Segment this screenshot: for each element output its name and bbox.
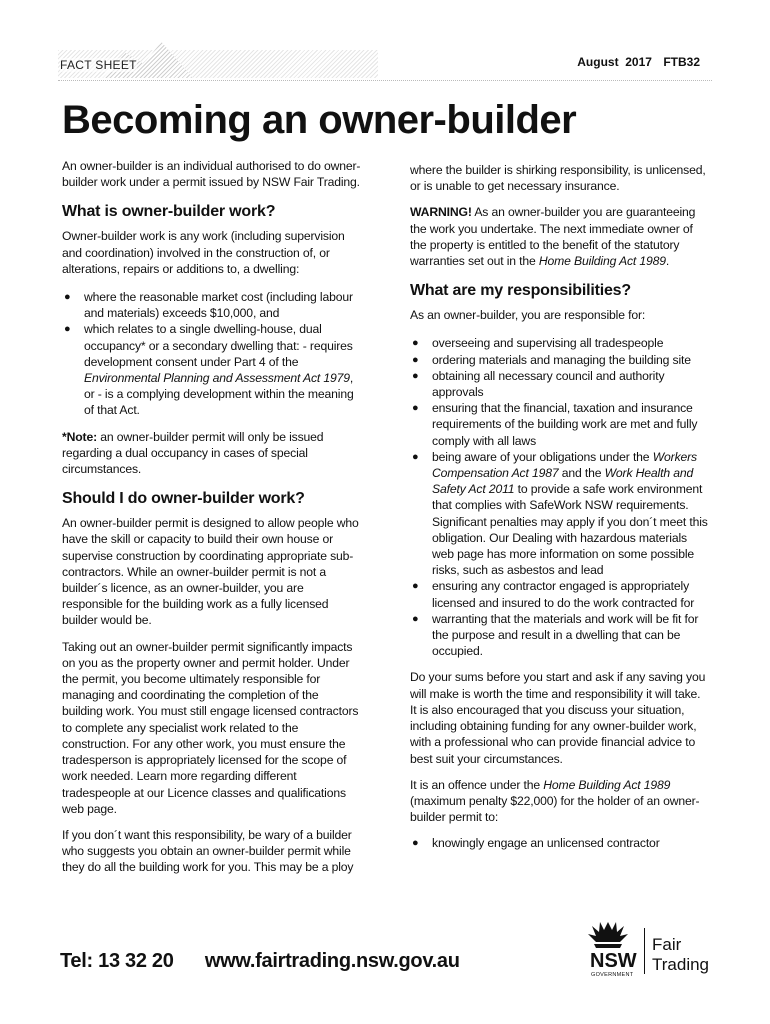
should-paragraph-1: An owner-builder permit is designed to allow people who have the skill or capacity to build their own house or supervise construction by coordinating appropriate sub-contractors. While an owner-builder permit is not a builder´s licence, as an owner-builder, you are responsible for the building work as a fully licensed builder would be. bbox=[62, 516, 359, 628]
nsw-wordmark: NSW bbox=[590, 950, 637, 972]
heading-responsibilities: What are my responsibilities? bbox=[410, 282, 631, 300]
should-paragraph-2: Taking out an owner-builder permit significantly impacts on you as the property owner and permit holder. Under the permit, you become ultimately responsible for managing and coordinating the completion of the building work. You must still engage licensed contractors to complete any specialist work related to the construction. For any other work, you must ensure the tradesperson is appropriately licensed for the scope of work needed. Learn more regarding different tradespeople at our Licence classes and qualifications web page. bbox=[62, 639, 359, 816]
heading-should-i: Should I do owner-builder work? bbox=[62, 490, 305, 508]
offence-list bbox=[410, 835, 710, 851]
list-item: ● being aware of your obligations under the Workers Compensation Act 1987 and the Work Health and Safety Act 2011 to provide a safe work environment that complies with SafeWork NSW requirements. Significant penalties may apply if you don´t meet this obligation. Our Dealing with hazardous materials web page has more information on some possible risks, such as asbestos and lead bbox=[412, 449, 708, 578]
should-paragraph-3: If you don´t want this responsibility, be wary of a builder who suggests you obtain an owner-builder permit while they do all the building work for you. This may be a ploy bbox=[62, 827, 354, 875]
issue-info bbox=[571, 55, 700, 69]
fair-trading-wordmark-trading: Trading bbox=[652, 955, 710, 974]
bullet-icon: ● bbox=[412, 337, 419, 350]
responsibilities-list bbox=[410, 335, 710, 659]
sums-paragraph: Do your sums before you start and ask if any saving you will make is worth the time and responsibility it will take. It is also encouraged that you discuss your situation, including obtaining funding for any owner-builder work, with a professional who can provide financial advice to best suit your circumstances. bbox=[410, 670, 706, 766]
bullet-icon: ● bbox=[412, 837, 419, 850]
bullet-icon: ● bbox=[412, 402, 419, 415]
page-title: Becoming an owner-builder bbox=[62, 98, 577, 142]
work-criteria-list bbox=[62, 289, 362, 419]
website-link[interactable]: www.fairtrading.nsw.gov.au bbox=[204, 950, 460, 972]
offence-paragraph: It is an offence under the Home Building Act 1989 (maximum penalty $22,000) for the holder of an owner-builder permit to: bbox=[410, 777, 700, 825]
government-wordmark: GOVERNMENT bbox=[591, 972, 634, 978]
list-item: ● obtaining all necessary council and authority approvals bbox=[412, 368, 665, 400]
header-rule bbox=[58, 80, 712, 81]
issue-code: FTB32 bbox=[663, 55, 700, 69]
list-item: ● warranting that the materials and work will be fit for the purpose and result in a dwelling that can be occupied. bbox=[412, 611, 699, 659]
act-reference: Work Health and Safety Act 2011 bbox=[432, 466, 694, 497]
list-item: ● overseeing and supervising all tradespeople bbox=[412, 336, 664, 351]
bullet-icon: ● bbox=[412, 580, 419, 593]
issue-date: August 2017 bbox=[577, 55, 652, 69]
responsibilities-intro: As an owner-builder, you are responsible for: bbox=[410, 308, 646, 323]
list-item: ● ordering materials and managing the building site bbox=[412, 352, 691, 367]
list-item: ● knowingly engage an unlicensed contractor bbox=[412, 836, 660, 851]
logo-divider bbox=[644, 928, 645, 974]
intro-paragraph: An owner-builder is an individual authorised to do owner-builder work under a permit issued by NSW Fair Trading. bbox=[62, 159, 361, 190]
right-column bbox=[410, 162, 710, 862]
bullet-icon: ● bbox=[412, 369, 419, 382]
bullet-icon: ● bbox=[64, 291, 71, 304]
footer-contact bbox=[60, 950, 460, 973]
bullet-icon: ● bbox=[64, 323, 71, 336]
left-column bbox=[62, 158, 362, 886]
act-reference: Home Building Act 1989 bbox=[543, 777, 671, 792]
list-item: ● which relates to a single dwelling-house, dual occupancy* or a secondary dwelling that: - requires development consent under Part 4 of the Environmental Planning and Assessment Act 1979, or - is a complying development within the meaning of that Act. bbox=[64, 322, 354, 418]
bullet-icon: ● bbox=[412, 353, 419, 366]
list-item: ● where the reasonable market cost (including labour and materials) exceeds $10,000, and bbox=[64, 290, 353, 321]
note-paragraph: *Note: an owner-builder permit will only be issued regarding a dual occupancy in cases of special circumstances. bbox=[62, 429, 324, 477]
fair-trading-wordmark-fair: Fair bbox=[652, 935, 682, 954]
phone-number[interactable]: Tel: 13 32 20 bbox=[60, 950, 174, 972]
fact-sheet-label: FACT SHEET bbox=[60, 58, 137, 72]
list-item: ● ensuring that the financial, taxation and insurance requirements of the building work are met and fully comply with all laws bbox=[412, 401, 698, 448]
bullet-icon: ● bbox=[412, 612, 419, 625]
work-paragraph: Owner-builder work is any work (including supervision and coordination) involved in the construction of, or alterations, repairs or additions to, a dwelling: bbox=[62, 229, 345, 276]
list-item: ● ensuring any contractor engaged is appropriately licensed and insured to do the work contracted for bbox=[412, 579, 695, 610]
heading-what-is-work: What is owner-builder work? bbox=[62, 203, 276, 221]
act-reference: Home Building Act 1989 bbox=[538, 254, 666, 269]
continued-paragraph: where the builder is shirking responsibility, is unlicensed, or is unable to get necessary insurance. bbox=[410, 163, 706, 194]
act-reference: Workers Compensation Act 1987 bbox=[432, 449, 698, 481]
warning-paragraph: WARNING! As an owner-builder you are guaranteeing the work you undertake. The next immediate owner of the property is entitled to the benefit of the statutory warranties set out in the Home Building Act 1989. bbox=[410, 205, 696, 269]
act-reference: Environmental Planning and Assessment Act 1979 bbox=[84, 371, 350, 386]
bullet-icon: ● bbox=[412, 450, 419, 463]
warning-label: WARNING! bbox=[410, 205, 472, 220]
